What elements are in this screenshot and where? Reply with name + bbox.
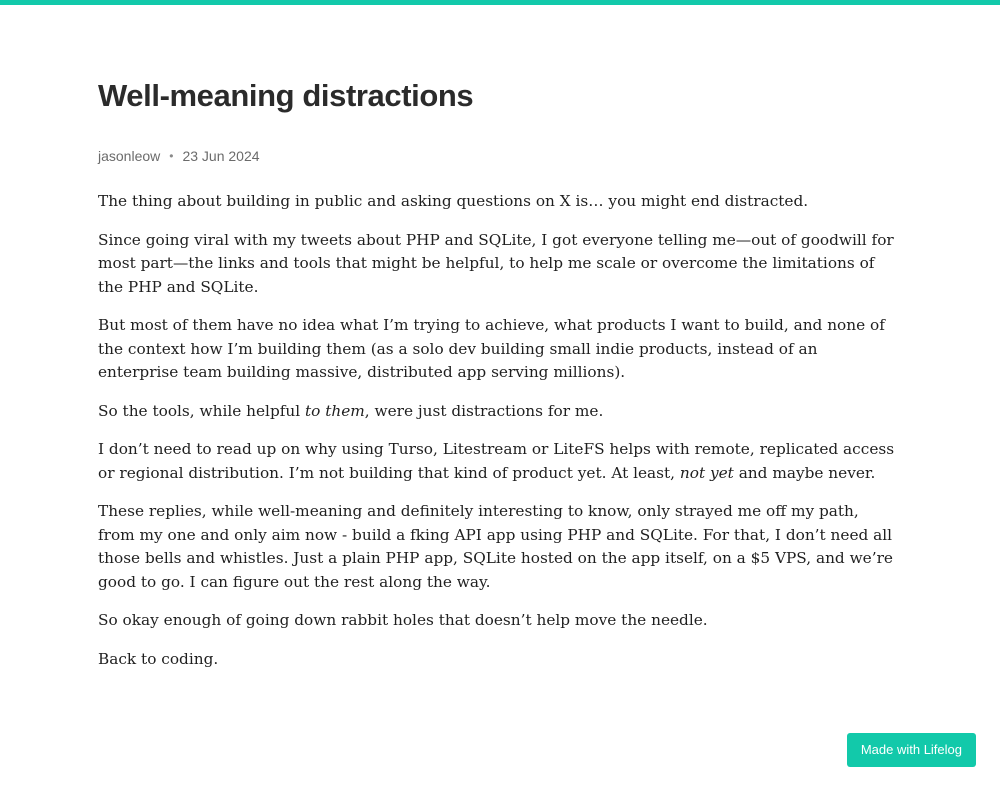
paragraph-text: , were just distractions for me. — [364, 401, 604, 420]
emphasis-text: to them — [305, 401, 365, 420]
post-article — [98, 76, 898, 686]
paragraph — [98, 438, 898, 485]
paragraph: These replies, while well-meaning and definitely interesting to know, only strayed me off my path, from my one and only aim now - build a fking API app using PHP and SQLite. For that, I don’t need all those bells and whistles. Just a plain PHP app, SQLite hosted on the app itself, on a $5 VPS, and we’re good to go. I can figure out the rest along the way. — [98, 502, 893, 591]
paragraph: But most of them have no idea what I’m trying to achieve, what products I want to build, and none of the context how I’m building them (as a solo dev building small indie products, instead of an enterprise team building massive, distributed app serving millions). — [98, 316, 885, 381]
paragraph — [98, 400, 898, 424]
emphasis-text: not yet — [679, 463, 734, 482]
paragraph-text: I don’t need to read up on why using Turso, Litestream or LiteFS helps with remote, replicated access or regional distribution. I’m not building that kind of product yet. At least, — [98, 440, 895, 482]
paragraph: So okay enough of going down rabbit holes that doesn’t help move the needle. — [98, 611, 708, 629]
post-date: 23 Jun 2024 — [182, 148, 260, 164]
top-accent-bar — [0, 0, 1000, 5]
made-with-lifelog-button[interactable]: Made with Lifelog — [847, 733, 976, 767]
meta-separator: • — [169, 149, 174, 163]
post-meta — [98, 146, 898, 166]
paragraph: The thing about building in public and asking questions on X is… you might end distracted. — [98, 192, 809, 210]
paragraph-text: So the tools, while helpful — [98, 401, 306, 420]
post-body — [98, 190, 898, 671]
paragraph-text: and maybe never. — [733, 463, 876, 482]
post-title: Well-meaning distractions — [98, 78, 474, 113]
post-author: jasonleow — [98, 148, 161, 164]
paragraph: Since going viral with my tweets about PHP and SQLite, I got everyone telling me—out of goodwill for most part—the links and tools that might be helpful, to help me scale or overcome the limitations of the PHP and SQLite. — [98, 230, 894, 296]
paragraph: Back to coding. — [98, 649, 219, 668]
